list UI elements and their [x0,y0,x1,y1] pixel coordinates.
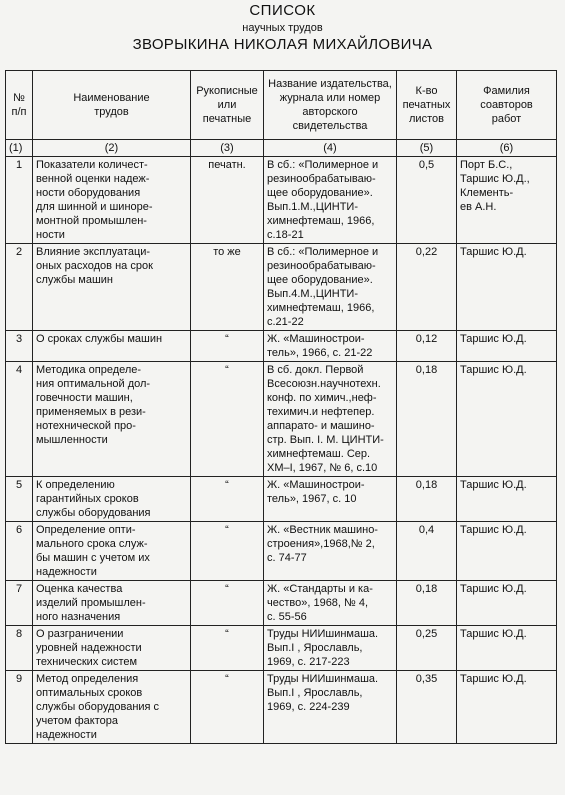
sheet-count: 0,18 [397,581,457,626]
publication-info: В сб. докл. Первой Всесоюзн.научнотехн. конф. по химич.,неф- техимич.и нефтепер. аппарато- и машино- стр. Вып. I. М. ЦИНТИ- химнефтемаш. Сер. XM–I, 1967, № 6, с.10 [264,362,397,477]
row-number: 9 [6,671,33,744]
coauthors: Таршис Ю.Д. [457,362,557,477]
sheet-count: 0,18 [397,477,457,522]
coauthors: Таршис Ю.Д. [457,477,557,522]
work-title: Определение опти- мального срока служ- бы машин с учетом их надежности [33,522,191,581]
sheet-count: 0,5 [397,157,457,244]
column-number: (2) [33,140,191,157]
column-number: (6) [457,140,557,157]
work-title: Влияние эксплуатаци- оных расходов на срок службы машин [33,244,191,331]
document-subtitle: научных трудов [242,22,323,34]
work-type: “ [191,581,264,626]
header-publication: Название издательства, журнала или номер авторского свидетельства [264,71,397,140]
coauthors: Порт Б.С., Таршис Ю.Д., Клементь- ев А.Н. [457,157,557,244]
sheet-count: 0,18 [397,362,457,477]
row-number: 3 [6,331,33,362]
publication-info: Ж. «Стандарты и ка- чество», 1968, № 4, с. 55-56 [264,581,397,626]
sheet-count: 0,4 [397,522,457,581]
work-title: Методика определе- ния оптимальной дол- говечности машин, применяемых в рези- нотехнической про- мышленности [33,362,191,477]
column-number: (3) [191,140,264,157]
row-number: 6 [6,522,33,581]
sheet-count: 0,25 [397,626,457,671]
table-row [6,581,557,626]
table-header-row [6,71,557,140]
column-number: (1) [6,140,33,157]
sheet-count: 0,35 [397,671,457,744]
work-title: Оценка качества изделий промышлен- ного назначения [33,581,191,626]
publication-info: Ж. «Машинострои- тель», 1967, с. 10 [264,477,397,522]
column-number: (5) [397,140,457,157]
table-row [6,477,557,522]
header-type: Рукописные или печатные [191,71,264,140]
author-name: ЗВОРЫКИНА НИКОЛАЯ МИХАЙЛОВИЧА [132,36,433,53]
publication-info: Ж. «Машинострои- тель», 1966, с. 21-22 [264,331,397,362]
row-number: 4 [6,362,33,477]
work-title: К определению гарантийных сроков службы оборудования [33,477,191,522]
table-row [6,671,557,744]
coauthors: Таршис Ю.Д. [457,522,557,581]
work-title: Метод определения оптимальных сроков службы оборудования с учетом фактора надежности [33,671,191,744]
work-type: печатн. [191,157,264,244]
table-body [6,157,557,744]
work-title: О разграничении уровней надежности технических систем [33,626,191,671]
column-number-row [6,140,557,157]
header-coauthors: Фамилия соавторов работ [457,71,557,140]
work-type: “ [191,362,264,477]
works-table [5,70,557,744]
header-sheets: К-во печатных листов [397,71,457,140]
work-type: “ [191,522,264,581]
column-number: (4) [264,140,397,157]
publication-info: Ж. «Вестник машино- строения»,1968,№ 2, с. 74-77 [264,522,397,581]
row-number: 1 [6,157,33,244]
header-title: Наименование трудов [33,71,191,140]
row-number: 8 [6,626,33,671]
coauthors: Таршис Ю.Д. [457,671,557,744]
coauthors: Таршис Ю.Д. [457,331,557,362]
work-title: О сроках службы машин [33,331,191,362]
table-row [6,331,557,362]
publication-info: Труды НИИшинмаша. Вып.I , Ярославль, 1969, с. 217-223 [264,626,397,671]
coauthors: Таршис Ю.Д. [457,626,557,671]
sheet-count: 0,22 [397,244,457,331]
work-type: “ [191,626,264,671]
row-number: 2 [6,244,33,331]
sheet-count: 0,12 [397,331,457,362]
row-number: 7 [6,581,33,626]
work-type: “ [191,331,264,362]
table-row [6,362,557,477]
publication-info: Труды НИИшинмаша. Вып.I , Ярославль, 1969, с. 224-239 [264,671,397,744]
publication-info: В сб.: «Полимерное и резинообрабатываю- щее оборудование». Вып.1.М.,ЦИНТИ- химнефтемаш, 1966, с.18-21 [264,157,397,244]
table-row [6,626,557,671]
work-type: “ [191,477,264,522]
work-type: “ [191,671,264,744]
document-title: СПИСОК [249,2,316,19]
header-number: № п/п [6,71,33,140]
work-type: то же [191,244,264,331]
row-number: 5 [6,477,33,522]
table-row [6,244,557,331]
coauthors: Таршис Ю.Д. [457,244,557,331]
table-row [6,157,557,244]
coauthors: Таршис Ю.Д. [457,581,557,626]
work-title: Показатели количест- венной оценки надеж- ности оборудования для шинной и шиноре- монтной промышлен- ности [33,157,191,244]
table-row [6,522,557,581]
publication-info: В сб.: «Полимерное и резинообрабатываю- щее оборудование». Вып.4.М.,ЦИНТИ- химнефтемаш, 1966, с.21-22 [264,244,397,331]
